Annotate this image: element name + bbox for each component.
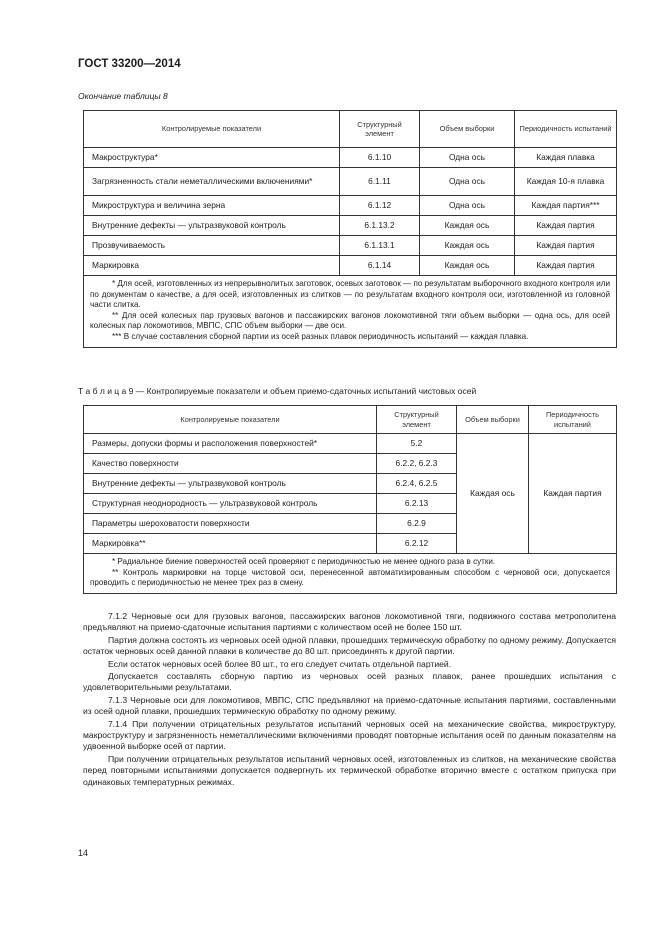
table-cell: 6.1.10 [340, 148, 420, 168]
table-cell: 6.2.12 [377, 534, 457, 554]
body-text [83, 611, 616, 789]
column-header: Структурный элемент [377, 406, 457, 434]
table-notes [84, 554, 617, 594]
paragraph: При получении отрицательных результатов испытаний черновых осей, изготовленных из слитков, на механические свойства перед повторными испытаниями допускается подвергнуть их термической обработке вторично вместе с остатком припуска при одинаковых температурных режимах. [83, 753, 616, 787]
table-row [84, 216, 617, 236]
page-number: 14 [78, 848, 89, 858]
table-note: ** Контроль маркировки на торце чистовой оси, перенесенной автоматизированным способом с черновой оси, допускается проводить с периодичностью не менее трех раз в смену. [90, 567, 610, 588]
table-cell: Одна ось [420, 168, 515, 196]
paragraph: Партия должна состоять из черновых осей одной плавки, прошедших термическую обработку по одному режиму. Допускается остаток черновых осей данной плавки в количестве до 80 шт. присоединять к другой партии. [83, 634, 616, 657]
table-cell: Внутренние дефекты — ультразвуковой контроль [84, 216, 340, 236]
table-row [84, 434, 617, 454]
table-cell: 6.1.14 [340, 256, 420, 276]
table-cell: Загрязненность стали неметаллическими включениями* [84, 168, 340, 196]
column-header: Периодичность испытаний [515, 111, 617, 148]
table-cell: Каждая плавка [515, 148, 617, 168]
table-cell: Каждая 10-я плавка [515, 168, 617, 196]
table9-caption: Т а б л и ц а 9 — Контролируемые показатели и объем приемо-сдаточных испытаний чистовых осей [78, 386, 477, 396]
table-cell: Каждая партия [515, 256, 617, 276]
column-header: Контролируемые показатели [84, 406, 377, 434]
table-cell: Каждая ось [420, 216, 515, 236]
paragraph: Допускается составлять сборную партию из черновых осей разных плавок, ранее прошедших испытания с удовлетворительными результатами. [83, 671, 616, 693]
table-row [84, 196, 617, 216]
table-cell: Одна ось [420, 196, 515, 216]
table-cell: 5.2 [377, 434, 457, 454]
table-cell: Каждая партия*** [515, 196, 617, 216]
table-cell: Маркировка [84, 256, 340, 276]
table-cell: Каждая ось [420, 236, 515, 256]
table-cell: Прозвучиваемость [84, 236, 340, 256]
document-code: ГОСТ 33200—2014 [78, 58, 181, 70]
table-note: * Радиальное биение поверхностей осей проверяют с периодичностью не менее одного раза в сутки. [112, 557, 496, 566]
paragraph: Если остаток черновых осей более 80 шт., то его следует считать отдельной партией. [108, 658, 452, 669]
table-notes [84, 276, 617, 348]
periodicity-cell: Каждая партия [529, 434, 617, 554]
table-8 [83, 110, 617, 348]
paragraph: 7.1.3 Черновые оси для локомотивов, МВПС, СПС предъявляют на приемо-сдаточные испытания партиями, составленными из осей одной плавки, прошедших термическую обработку по одному режиму. [83, 694, 616, 717]
sample-size-cell: Каждая ось [457, 434, 529, 554]
paragraph: 7.1.2 Черновые оси для грузовых вагонов, пассажирских вагонов локомотивной тяги, подвижного состава метрополитена предъявляют на приемо-сдаточные испытания партиями с количеством осей не более 150 шт. [83, 611, 616, 633]
table-cell: 6.1.13.1 [340, 236, 420, 256]
column-header: Объем выборки [457, 406, 529, 434]
table8-caption: Окончание таблицы 8 [78, 91, 168, 101]
column-header: Периодичность испытаний [529, 406, 617, 434]
table-cell: Каждая партия [515, 236, 617, 256]
table-note: ** Для осей колесных пар грузовых вагонов и пассажирских вагонов локомотивной тяги объем выборки — одна ось, для осей колесных пар локомотивов, МВПС, СПС объем выборки — две оси. [90, 310, 610, 331]
table-cell: Микроструктура и величина зерна [84, 196, 340, 216]
table-cell: Качество поверхности [84, 454, 377, 474]
paragraph: 7.1.4 При получении отрицательных результатов испытаний черновых осей на механические свойства, микроструктуру, макроструктуру и загрязненность неметаллическими включениями проводят повторные испытания осей по данным показателям на удвоенной выборке осей от партии. [83, 718, 616, 752]
table-cell: 6.2.9 [377, 514, 457, 534]
table-9 [83, 405, 617, 594]
table-row [84, 168, 617, 196]
table-header-row [84, 406, 617, 434]
table-row [84, 256, 617, 276]
table-cell: 6.1.13.2 [340, 216, 420, 236]
table-cell: Структурная неоднородность — ультразвуковой контроль [84, 494, 377, 514]
table-cell: Одна ось [420, 148, 515, 168]
table-cell: Каждая ось [420, 256, 515, 276]
table-cell: 6.1.12 [340, 196, 420, 216]
table-header-row [84, 111, 617, 148]
table-row [84, 236, 617, 256]
table-cell: 6.2.2, 6.2.3 [377, 454, 457, 474]
table-note: *** В случае составления сборной партии из осей разных плавок периодичность испытаний — каждая плавка. [112, 331, 529, 341]
table-notes-row [84, 554, 617, 594]
table-note: * Для осей, изготовленных из непрерывнолитых заготовок, осевых заготовок — по результатам выборочного входного контроля или по документам о качестве, а для осей, изготовленных из слитков — по результатам входного контроля оси, изготовленной из головной части слитка. [90, 279, 610, 310]
table-cell: Каждая партия [515, 216, 617, 236]
table-cell: 6.2.13 [377, 494, 457, 514]
table-cell: Внутренние дефекты — ультразвуковой контроль [84, 474, 377, 494]
table-cell: 6.2.4, 6.2.5 [377, 474, 457, 494]
table-cell: Размеры, допуски формы и расположения поверхностей* [84, 434, 377, 454]
column-header: Контролируемые показатели [84, 111, 340, 148]
table-cell: Параметры шероховатости поверхности [84, 514, 377, 534]
column-header: Объем выборки [420, 111, 515, 148]
table-notes-row [84, 276, 617, 348]
table-cell: Маркировка** [84, 534, 377, 554]
table-cell: Макроструктура* [84, 148, 340, 168]
table-cell: 6.1.11 [340, 168, 420, 196]
table-row [84, 148, 617, 168]
column-header: Структурный элемент [340, 111, 420, 148]
